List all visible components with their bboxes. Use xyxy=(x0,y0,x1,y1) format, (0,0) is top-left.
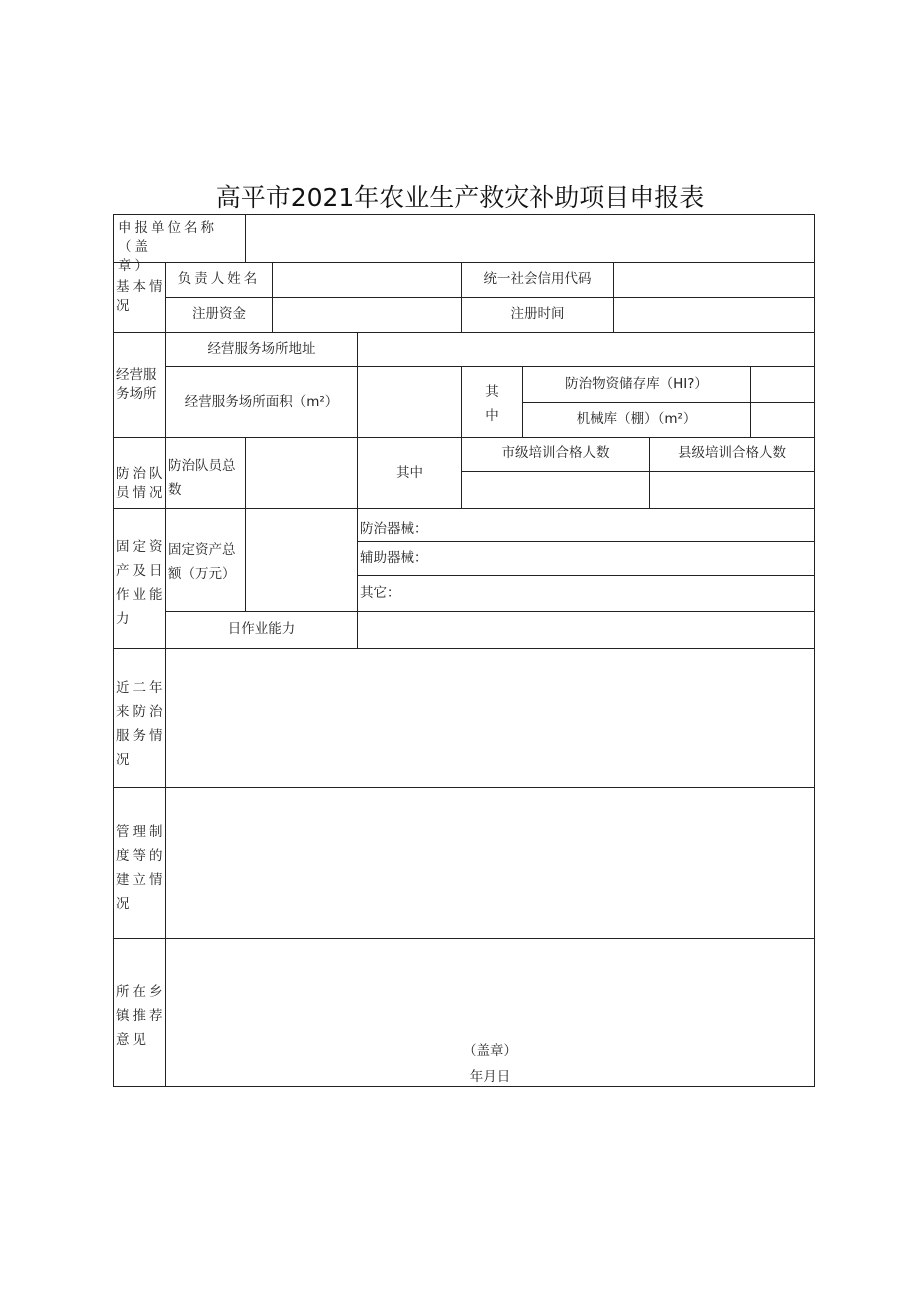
aux-equipment-label: 辅助器械： xyxy=(360,550,428,566)
machinery-value[interactable] xyxy=(750,402,815,438)
site-label: 经营服 务场所 xyxy=(116,367,157,402)
city-trained-value[interactable] xyxy=(461,471,650,509)
daily-capacity-value[interactable] xyxy=(357,611,815,649)
assets-total-label: 固定资产总 额（万元） xyxy=(168,542,236,582)
township-value[interactable] xyxy=(165,938,815,1087)
site-area-label: 经营服务场所面积（m²） xyxy=(184,394,339,410)
other-label: 其它： xyxy=(360,585,401,601)
basic-info-label: 基本情 况 xyxy=(116,279,166,314)
site-among-label: 其 中 xyxy=(485,384,499,424)
management-value[interactable] xyxy=(165,787,815,939)
assets-label: 固定资 产及日 作业能 力 xyxy=(116,539,166,627)
seal-text: （盖章） xyxy=(463,1043,517,1059)
site-address-label: 经营服务场所地址 xyxy=(207,341,316,357)
unit-value-cell[interactable] xyxy=(245,214,815,263)
responsible-name-label: 负责人姓名 xyxy=(177,271,261,287)
credit-code-value[interactable] xyxy=(613,262,815,298)
date-text: 年月日 xyxy=(469,1069,511,1085)
assets-total-value[interactable] xyxy=(245,508,358,612)
registered-capital-value[interactable] xyxy=(272,297,462,333)
credit-code-label: 统一社会信用代码 xyxy=(483,271,592,287)
registered-time-value[interactable] xyxy=(613,297,815,333)
team-among-label: 其中 xyxy=(396,465,423,481)
county-trained-label: 县级培训合格人数 xyxy=(678,445,786,461)
storage-label: 防治物资储存库（HI?） xyxy=(565,376,708,392)
site-address-value[interactable] xyxy=(357,332,815,367)
registered-capital-label: 注册资金 xyxy=(192,306,246,322)
team-total-label: 防治队员总 数 xyxy=(168,458,236,498)
daily-capacity-label: 日作业能力 xyxy=(227,621,296,637)
page-title: 高平市2021年农业生产救灾补助项目申报表 xyxy=(215,183,705,212)
machinery-label: 机械库（棚）（m²） xyxy=(576,411,697,427)
service-value[interactable] xyxy=(165,648,815,788)
city-trained-label: 市级培训合格人数 xyxy=(501,445,610,461)
responsible-name-value[interactable] xyxy=(272,262,462,298)
unit-name-label: 申报单位名称（盖 章） xyxy=(118,220,217,274)
service-label: 近二年 来防治 服务情 况 xyxy=(116,680,166,768)
site-area-value[interactable] xyxy=(357,366,462,438)
storage-value[interactable] xyxy=(750,366,815,403)
management-label: 管理制 度等的 建立情 况 xyxy=(116,824,166,912)
team-label: 防治队 员情况 xyxy=(116,466,166,501)
township-label: 所在乡 镇推荐 意见 xyxy=(116,984,166,1048)
registered-time-label: 注册时间 xyxy=(510,306,565,322)
county-trained-value[interactable] xyxy=(649,471,815,509)
equipment-label: 防治器械： xyxy=(360,521,428,537)
team-total-value[interactable] xyxy=(245,437,358,509)
